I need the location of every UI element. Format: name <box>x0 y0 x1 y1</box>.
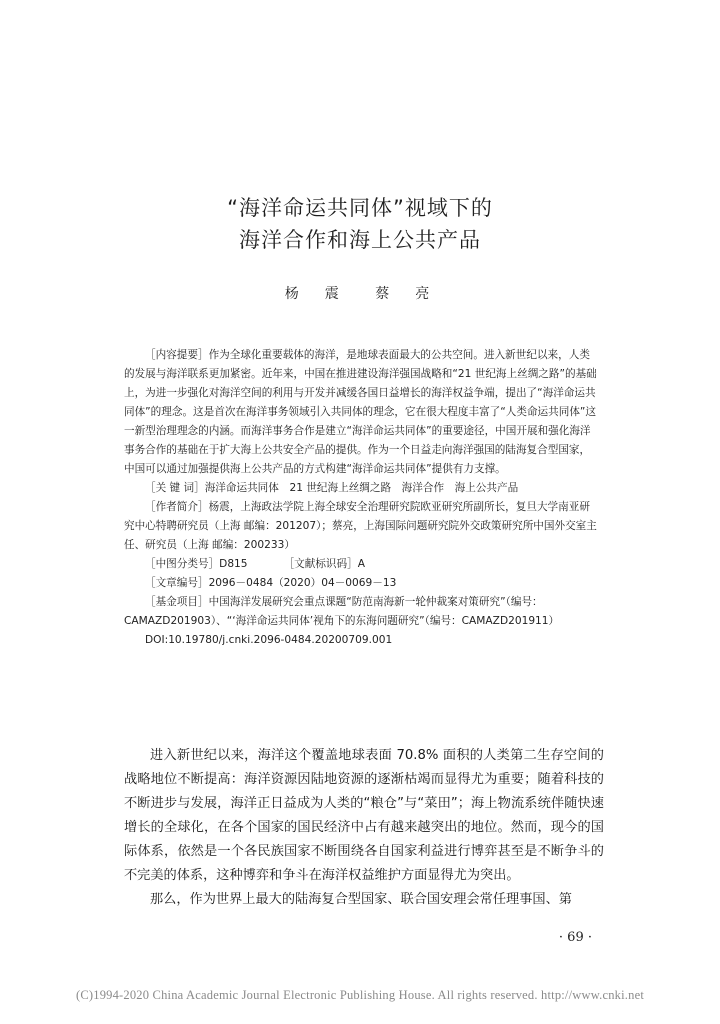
classification-label: ［中图分类号］ <box>145 558 220 570</box>
fund-label: ［基金项目］ <box>145 596 209 608</box>
doc-code-value: A <box>357 558 365 570</box>
copyright-footer: (C)1994-2020 China Academic Journal Electronic Publishing House. All rights reserved. http://www.cnki.net <box>75 988 644 1002</box>
page-number: · 69 · <box>558 930 592 945</box>
author-names <box>0 283 720 303</box>
article-number-value: 2096－0484（2020）04－0069－13 <box>208 577 397 589</box>
article-number-label: ［文章编号］ <box>145 577 209 589</box>
author-info <box>124 498 600 555</box>
keywords-label: ［关 键 词］ <box>145 482 205 494</box>
fund-text: 中国海洋发展研究会重点课题“防范南海新一轮仲裁案对策研究”（编号：CAMAZD201903）、“‘海洋命运共同体’视角下的东海问题研究”（编号：CAMAZD201911） <box>124 596 560 627</box>
body-paragraph-1: 进入新世纪以来，海洋这个覆盖地球表面 70.8% 面积的人类第二生存空间的战略地位不断提高：海洋资源因陆地资源的逐渐枯竭而显得尤为重要；随着科技的不断进步与发展，海洋正日益成为人类的“粮仓”与“菜田”；海上物流系统伴随快速增长的全球化，在各个国家的国民经济中占有越来越突出的地位。然而，现今的国际体系，依然是一个各民族国家不断围绕各自国家利益进行博弈甚至是不断争斗的不完美的体系，这种博弈和争斗在海洋权益维护方面显得尤为突出。 <box>124 748 604 883</box>
classification-value: D815 <box>219 558 248 570</box>
doc-code-label: ［文献标识码］ <box>283 558 358 570</box>
author-2: 蔡 亮 <box>375 286 436 302</box>
classification <box>124 555 600 574</box>
author-info-label: ［作者简介］ <box>145 501 209 513</box>
fund-project <box>124 593 600 631</box>
abstract-label: ［内容提要］ <box>145 349 209 361</box>
body-paragraph-2: 那么，作为世界上最大的陆海复合型国家、联合国安理会常任理事国、第 <box>150 892 572 907</box>
author-1: 杨 震 <box>284 286 345 302</box>
abstract-text: 作为全球化重要载体的海洋，是地球表面最大的公共空间。进入新世纪以来，人类的发展与海洋联系更加紧密。近年来，中国在推进建设海洋强国战略和“21 世纪海上丝绸之路”的基础上，为进一步强化对海洋空间的利用与开发并减缓各国日益增长的海洋权益争端，提出了“海洋命运共同体”的理念。这是首次在海洋事务领域引入共同体的理念，它在很大程度丰富了“人类命运共同体”这一新型治理理念的内涵。而海洋事务合作是建立“海洋命运共同体”的重要途径，中国开展和强化海洋事务合作的基础在于扩大海上公共安全产品的提供。作为一个日益走向海洋强国的陆海复合型国家，中国可以通过加强提供海上公共产品的方式构建“海洋命运共同体”提供有力支撑。 <box>124 349 597 475</box>
abstract <box>124 346 600 479</box>
title-line-2: 海洋合作和海上公共产品 <box>239 228 481 252</box>
article-title <box>0 192 720 256</box>
article-number <box>124 574 600 593</box>
title-line-1: “海洋命运共同体”视域下的 <box>227 196 493 220</box>
keywords-text: 海洋命运共同体 21 世纪海上丝绸之路 海洋合作 海上公共产品 <box>204 482 519 494</box>
author-info-text: 杨震，上海政法学院上海全球安全治理研究院欧亚研究所副所长，复旦大学南亚研究中心特聘研究员（上海 邮编：201207）；蔡亮，上海国际问题研究院外交政策研究所中国外交室主任、研究员（上海 邮编：200233） <box>124 501 597 551</box>
doi[interactable]: DOI:10.19780/j.cnki.2096-0484.20200709.001 <box>145 634 393 646</box>
keywords <box>124 479 600 498</box>
article-metadata <box>124 346 600 650</box>
article-body <box>124 744 604 912</box>
